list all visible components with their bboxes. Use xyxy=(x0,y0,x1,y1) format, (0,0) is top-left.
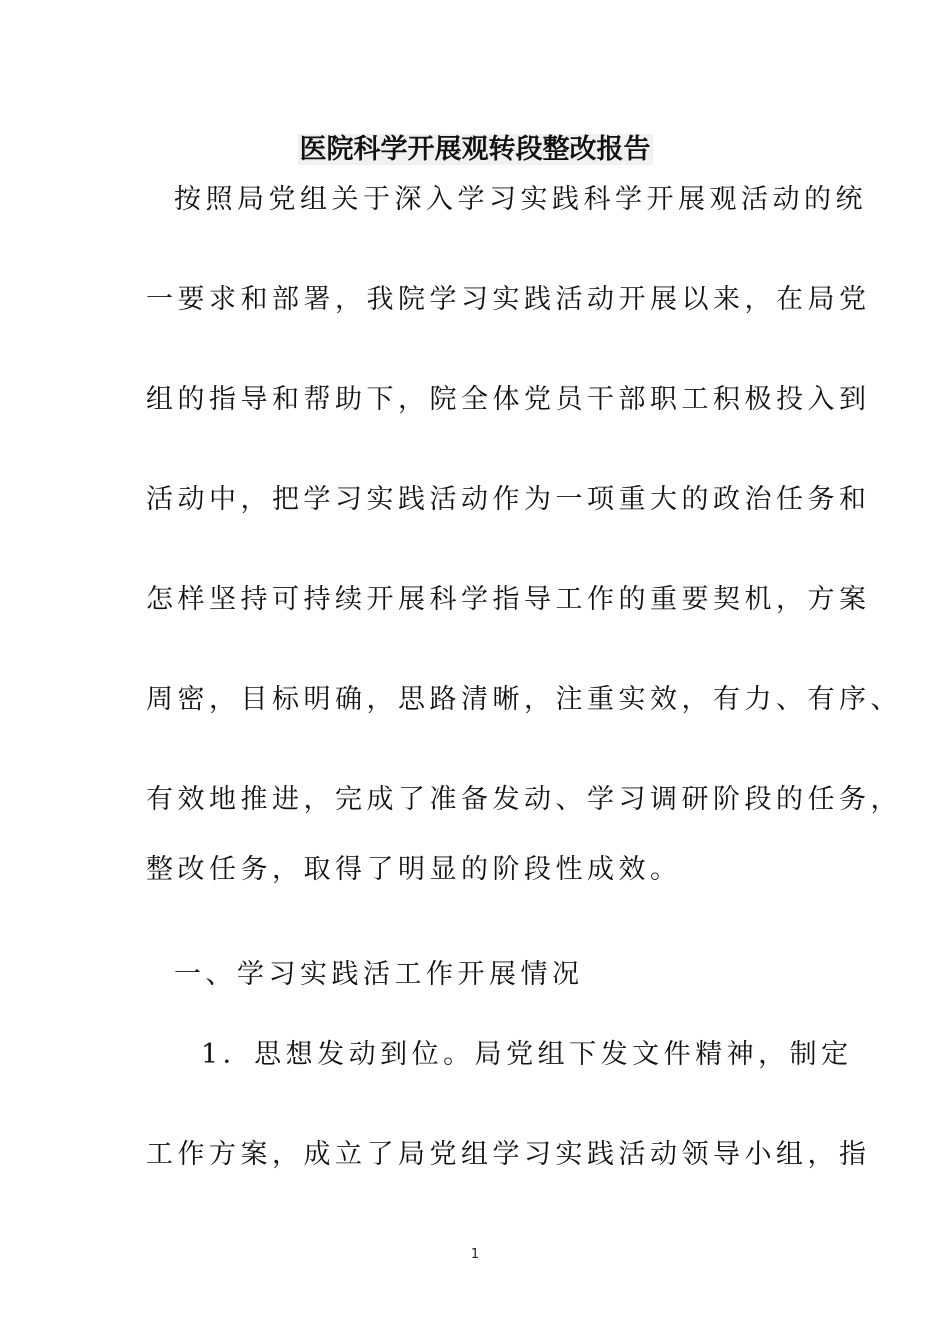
document-title-text: 医院科学开展观转段整改报告 xyxy=(299,134,651,165)
body-line-3: 组的指导和帮助下，院全体党员干部职工积极投入到 xyxy=(146,384,871,415)
body-line-10: 1．思想发动到位。局党组下发文件精神，制定 xyxy=(201,1039,853,1070)
body-line-7: 有效地推进，完成了准备发动、学习调研阶段的任务， xyxy=(146,784,902,815)
body-line-6: 周密，目标明确，思路清晰，注重实效，有力、有序、 xyxy=(146,684,902,715)
page-number: 1 xyxy=(470,1247,480,1262)
body-line-8: 整改任务，取得了明显的阶段性成效。 xyxy=(146,854,682,885)
body-line-4: 活动中，把学习实践活动作为一项重大的政治任务和 xyxy=(146,484,871,515)
body-line-5: 怎样坚持可持续开展科学指导工作的重要契机，方案 xyxy=(146,584,871,615)
section-heading: 一、学习实践活工作开展情况 xyxy=(174,959,584,990)
body-line-2: 一要求和部署，我院学习实践活动开展以来，在局党 xyxy=(146,284,871,315)
document-title xyxy=(0,128,950,172)
body-line-11: 工作方案，成立了局党组学习实践活动领导小组，指 xyxy=(146,1139,871,1170)
body-line-1: 按照局党组关于深入学习实践科学开展观活动的统 xyxy=(174,184,867,215)
